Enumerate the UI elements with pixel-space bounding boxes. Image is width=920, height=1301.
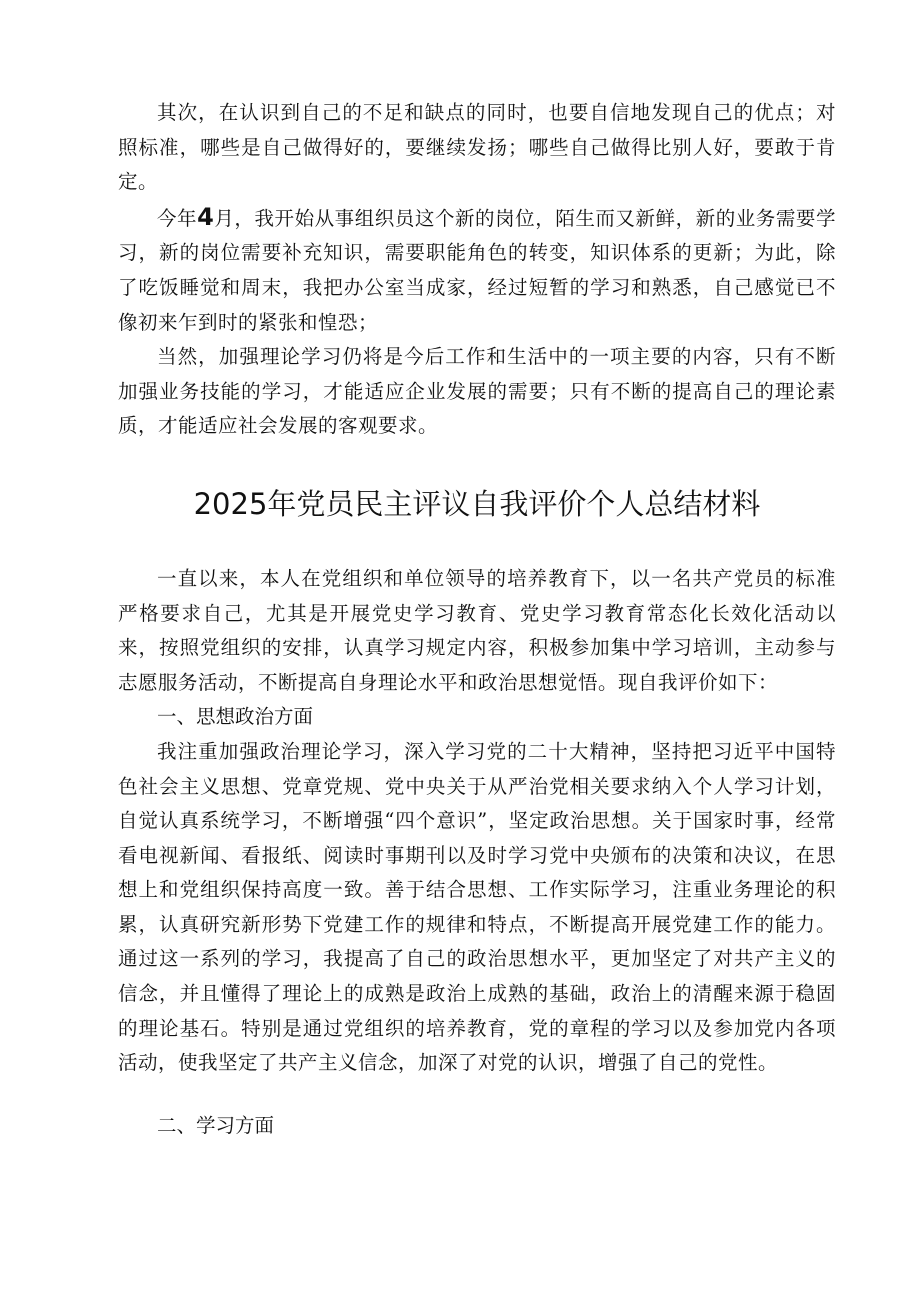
- text-year-prefix: 今年: [157, 206, 198, 230]
- month-number: 4: [197, 202, 215, 231]
- paragraph-strengths: 其次，在认识到自己的不足和缺点的同时，也要自信地发现自己的优点；对照标准，哪些是自己做得好的，要继续发扬；哪些自己做得比别人好，要敢于肯定。: [118, 101, 836, 194]
- paragraph-new-position: [118, 200, 836, 340]
- section-heading-study: 二、学习方面: [157, 1113, 275, 1137]
- text-new-position: 月，我开始从事组织员这个新的岗位，陌生而又新鲜，新的业务需要学习，新的岗位需要补充知识，需要职能角色的转变，知识体系的更新；为此，除了吃饭睡觉和周末，我把办公室当成家，经过短暂的学习和熟悉，自己感觉已不像初来乍到时的紧张和惶恐；: [118, 206, 836, 334]
- paragraph-intro: 一直以来，本人在党组织和单位领导的培养教育下，以一名共产党员的标准严格要求自己，尤其是开展党史学习教育、党史学习教育常态化长效化活动以来，按照党组织的安排，认真学习规定内容，积极参加集中学习培训，主动参与志愿服务活动，不断提高自身理论水平和政治思想觉悟。现自我评价如下：: [118, 566, 836, 694]
- section-heading-politics: 一、思想政治方面: [157, 705, 314, 729]
- paragraph-politics: 我注重加强政治理论学习，深入学习党的二十大精神，坚持把习近平中国特色社会主义思想、党章党规、党中央关于从严治党相关要求纳入个人学习计划，自觉认真系统学习，不断增强“四个意识”，坚定政治思想。关于国家时事，经常看电视新闻、看报纸、阅读时事期刊以及时学习党中央颁布的决策和决议，在思想上和党组织保持高度一致。善于结合思想、工作实际学习，注重业务理论的积累，认真研究新形势下党建工作的规律和特点，不断提高开展党建工作的能力。通过这一系列的学习，我提高了自己的政治思想水平，更加坚定了对共产主义的信念，并且懂得了理论上的成熟是政治上成熟的基础，政治上的清醒来源于稳固的理论基石。特别是通过党组织的培养教育，党的章程的学习以及参加党内各项活动，使我坚定了共产主义信念，加深了对党的认识，增强了自己的党性。: [118, 739, 836, 1075]
- document-title: 2025年党员民主评议自我评价个人总结材料: [193, 486, 761, 521]
- paragraph-theory-study: 当然，加强理论学习仍将是今后工作和生活中的一项主要的内容，只有不断加强业务技能的学习，才能适应企业发展的需要；只有不断的提高自己的理论素质，才能适应社会发展的客观要求。: [118, 345, 836, 438]
- document-page: [118, 96, 836, 1143]
